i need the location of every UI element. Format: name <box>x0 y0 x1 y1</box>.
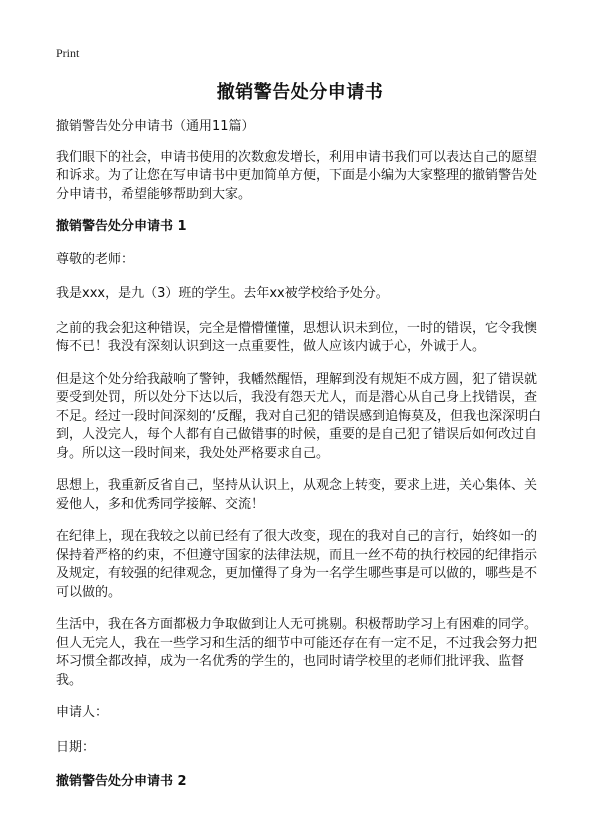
document-subtitle: 撤销警告处分申请书（通用11篇） <box>56 119 255 134</box>
section-heading-2: 撤销警告处分申请书 2 <box>56 774 187 789</box>
body-paragraph: 生活中，我在各方面都极力争取做到让人无可挑剔。积极帮助学习上有困难的同学。但人无完人，我在一些学习和生活的细节中可能还存在有一定不足，不过我会努力把坏习惯全都改掉，成为一名优秀的学生的，也同时请学校里的老师们批评我、监督我。 <box>56 617 538 688</box>
body-paragraph: 之前的我会犯这种错误，完全是懵懵懂懂，思想认识未到位，一时的错误，它令我懊悔不已！我没有深刻认识到这一点重要性，做人应该内诚于心，外诚于人。 <box>56 320 538 354</box>
body-paragraph: 在纪律上，现在我较之以前已经有了很大改变，现在的我对自己的言行，始终如一的保持着严格的约束，不但遵守国家的法律法规，而且一丝不苟的执行校园的纪律指示及规定，有较强的纪律观念，更加懂得了身为一名学生哪些事是可以做的，哪些是不可以做的。 <box>56 529 538 600</box>
body-paragraph: 我是xxx，是九（3）班的学生。去年xx被学校给予处分。 <box>56 286 389 301</box>
print-link[interactable]: Print <box>56 46 80 60</box>
date-label: 日期： <box>56 739 96 755</box>
intro-paragraph: 我们眼下的社会，申请书使用的次数愈发增长，利用申请书我们可以表达自己的愿望和诉求。为了让您在写申请书中更加简单方便，下面是小编为大家整理的撤销警告处分申请书，希望能够帮助到大家。 <box>56 149 538 202</box>
document-body <box>56 118 548 806</box>
body-paragraph: 思想上，我重新反省自己，坚持从认识上，从观念上转变，要求上进，关心集体、关爱他人，多和优秀同学接解、交流！ <box>56 478 538 512</box>
section-heading-1: 撤销警告处分申请书 1 <box>56 219 187 234</box>
page-title: 撤销警告处分申请书 <box>216 82 384 103</box>
applicant-label: 申请人： <box>56 705 109 720</box>
salutation: 尊敬的老师： <box>56 251 135 267</box>
body-paragraph: 但是这个处分给我敲响了警钟，我幡然醒悟，理解到没有规矩不成方圆，犯了错误就要受到处罚，所以处分下达以后，我没有怨天尤人，而是潜心从自己身上找错误，查不足。经过一段时间深刻的‘反醒，我对自己犯的错误感到追悔莫及，但我也深深明白到，人没完人，每个人都有自己做错事的时候，重要的是自己犯了错误后如何改过自身。所以这一段时间来，我处处严格要求自己。 <box>56 371 542 461</box>
